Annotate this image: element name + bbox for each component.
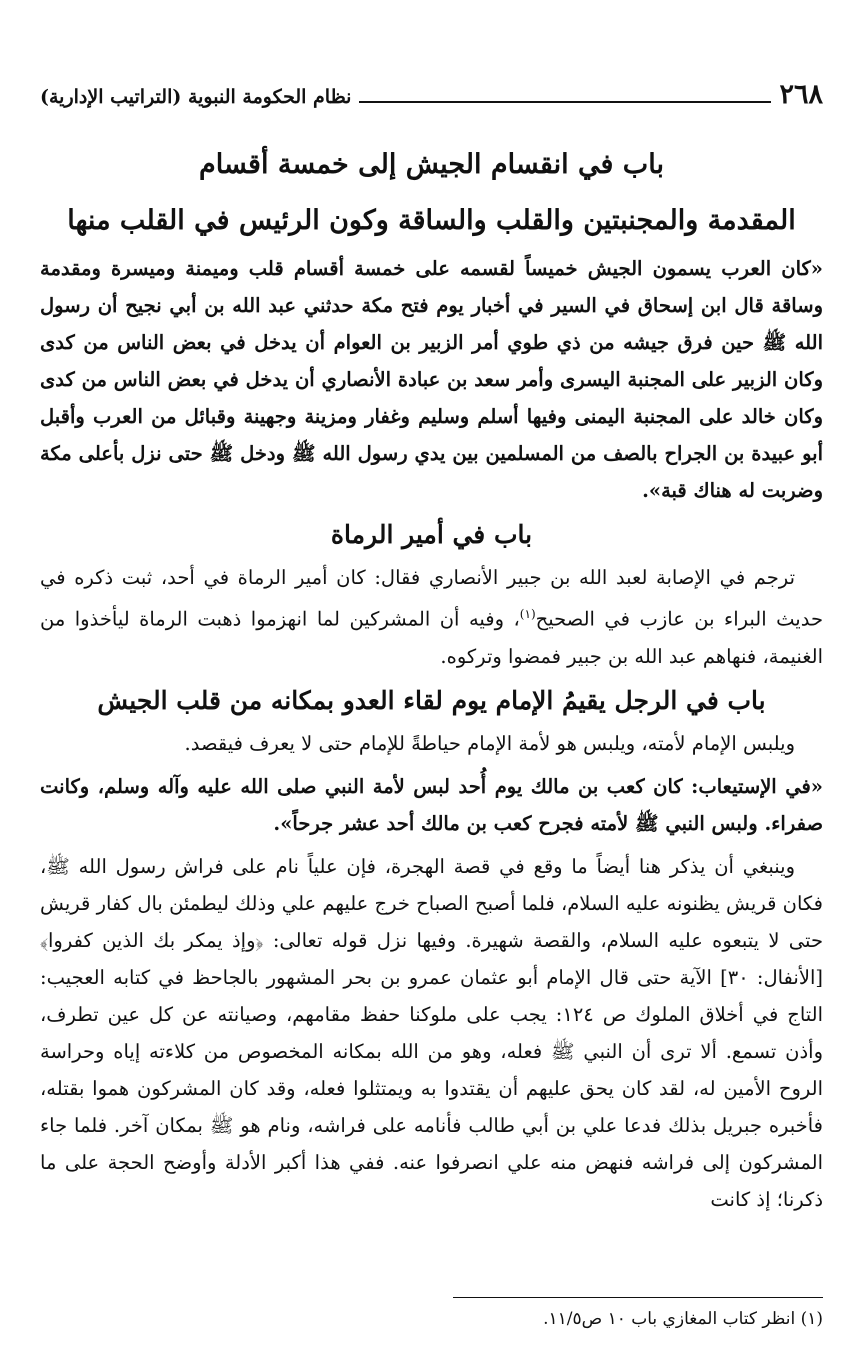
section-heading-imam-armor: باب في الرجل يقيمُ الإمام يوم لقاء العدو بمكانه من قلب الجيش <box>97 685 766 715</box>
footnote-rule <box>453 1297 823 1298</box>
page-number: ٢٦٨ <box>779 79 823 110</box>
section-heading-archers: باب في أمير الرماة <box>330 520 533 549</box>
footnote-marker[interactable]: (١) <box>519 607 536 621</box>
paragraph-army-quote: «كان العرب يسمون الجيش خميساً لقسمه على خمسة أقسام قلب وميمنة وميسرة ومقدمة وساقة قال ابن إسحاق في السير في أخبار يوم فتح مكة حدثني عبد الله بن أبي نجيح أن رسول الله ﷺ حين فرق جيشه من ذي طوي أمر الزبير بن العوام أن يدخل في بعض الناس من كدى وكان الزبير على المجنبة اليسرى وأمر سعد بن عبادة الأنصاري أن يدخل في بعض الناس من كدى وكان خالد على المجنبة اليمنى وفيها أسلم وسليم وغفار ومزينة وجهينة وقبائل من العرب وأقبل أبو عبيدة بن الجراح بالصف من المسلمين بين يدي رسول الله ﷺ ودخل ﷺ حتى نزل بأعلى مكة وضربت له هناك قبة». <box>40 257 823 502</box>
page-header <box>40 74 823 108</box>
paragraph-archers-part-2: ، وفيه أن المشركين لما انهزموا ذهبت الرماة ليأخذوا من الغنيمة، فنهاهم عبد الله بن جبير فمضوا وتركوه. <box>40 607 823 668</box>
paragraph-istiab-quote: «في الإستيعاب: كان كعب بن مالك يوم أُحد لبس لأمة النبي صلى الله عليه وآله وسلم، وكانت صفراء. ولبس النبي ﷺ لأمته فجرح كعب بن مالك أحد عشر جرحاً». <box>40 774 823 835</box>
paragraph-archers <box>40 559 823 675</box>
section-subheading-army-divisions: المقدمة والمجنبتين والقلب والساقة وكون الرئيس في القلب منها <box>67 205 796 236</box>
section-heading-army-divisions: باب في انقسام الجيش إلى خمسة أقسام <box>199 149 664 180</box>
footnote: (١) انظر كتاب المغازي باب ١٠ ص١١/٥. <box>543 1309 823 1329</box>
page-body <box>40 144 823 1218</box>
paragraph-hijra: وينبغي أن يذكر هنا أيضاً ما وقع في قصة الهجرة، فإن علياً نام على فراش رسول الله ﷺ، فكان قريش يظنونه عليه السلام، فلما أصبح الصباح خرج عليهم علي وذلك ليطمئن بال كفار قريش حتى لا يتبعوه عليه السلام، والقصة شهيرة. وفيها نزل قوله تعالى: ﴿وإذ يمكر بك الذين كفروا﴾ [الأنفال: ٣٠] الآية حتى قال الإمام أبو عثمان عمرو بن بحر المشهور بالجاحظ في كتابه العجيب: التاج في أخلاق الملوك ص ١٢٤: يجب على ملوكنا حفظ مقامهم، وصيانته عن كل عين تطرف، وأذن تسمع. ألا ترى أن النبي ﷺ فعله، وهو من الله بمكانه المخصوص من كلاءته إياه وحراسة الروح الأمين له، لقد كان يحق عليهم أن يقتدوا به ويمتثلوا فعله، وقد كان المشركون هموا بقتله، فأخبره جبريل بذلك فدعا علي بن أبي طالب فأنامه على فراشه، ونام هو ﷺ بمكان آخر. فلما جاء المشركون إلى فراشه فنهض منه علي انصرفوا عنه. ففي هذا أكبر الأدلة وأوضح الحجة على ما ذكرنا؛ إذ كانت <box>40 854 824 1211</box>
paragraph-archers-part-1: ترجم في الإصابة لعبد الله بن جبير الأنصاري فقال: كان أمير الرماة في أحد، ثبت ذكره في حديث البراء بن عازب في الصحيح <box>40 566 823 631</box>
header-rule <box>359 101 771 103</box>
paragraph-imam-armor: ويلبس الإمام لأمته، ويلبس هو لأمة الإمام حياطةً للإمام حتى لا يعرف فيقصد. <box>184 731 795 755</box>
running-title: نظام الحكومة النبوية (التراتيب الإدارية) <box>40 86 352 108</box>
